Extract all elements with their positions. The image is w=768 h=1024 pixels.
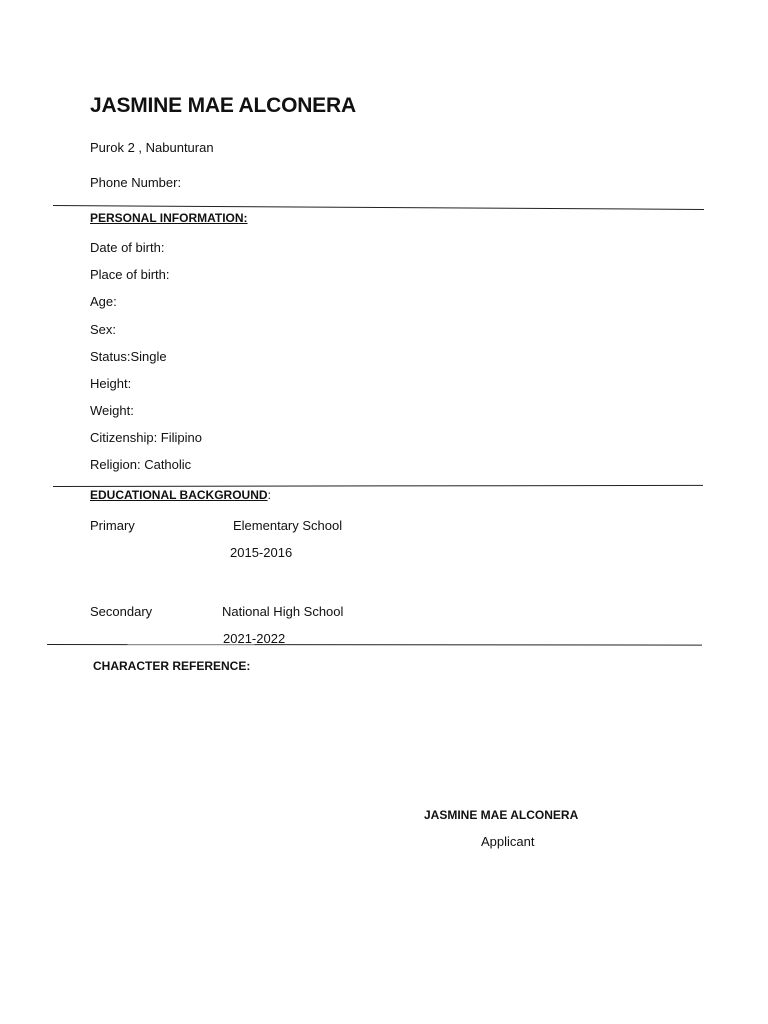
secondary-level: Secondary [90,604,153,619]
field-age: Age: [90,294,117,309]
educational-background-heading-text: EDUCATIONAL BACKGROUND [90,488,268,502]
field-religion: Religion: Catholic [90,457,192,472]
field-weight: Weight: [90,403,134,418]
divider-education [53,485,703,487]
educational-background-colon: : [267,488,271,502]
field-sex: Sex: [90,322,117,337]
divider-reference [47,644,702,646]
phone-number-label: Phone Number: [90,175,182,190]
field-place-of-birth: Place of birth: [90,267,170,282]
field-date-of-birth: Date of birth: [90,240,165,255]
applicant-name: JASMINE MAE ALCONERA [90,94,356,117]
field-height: Height: [90,376,132,391]
character-reference-heading: CHARACTER REFERENCE: [93,659,251,673]
field-status: Status:Single [90,349,167,364]
educational-background-heading [90,488,271,502]
primary-school: Elementary School [233,518,343,533]
signature-role: Applicant [481,834,535,849]
primary-years: 2015-2016 [230,545,293,560]
divider-personal [53,205,704,210]
secondary-school: National High School [222,604,344,619]
address: Purok 2 , Nabunturan [90,140,214,155]
signature-name: JASMINE MAE ALCONERA [424,808,579,822]
primary-level: Primary [90,518,135,533]
personal-information-heading: PERSONAL INFORMATION: [90,211,248,225]
field-citizenship: Citizenship: Filipino [90,430,202,445]
secondary-years: 2021-2022 [223,631,286,646]
